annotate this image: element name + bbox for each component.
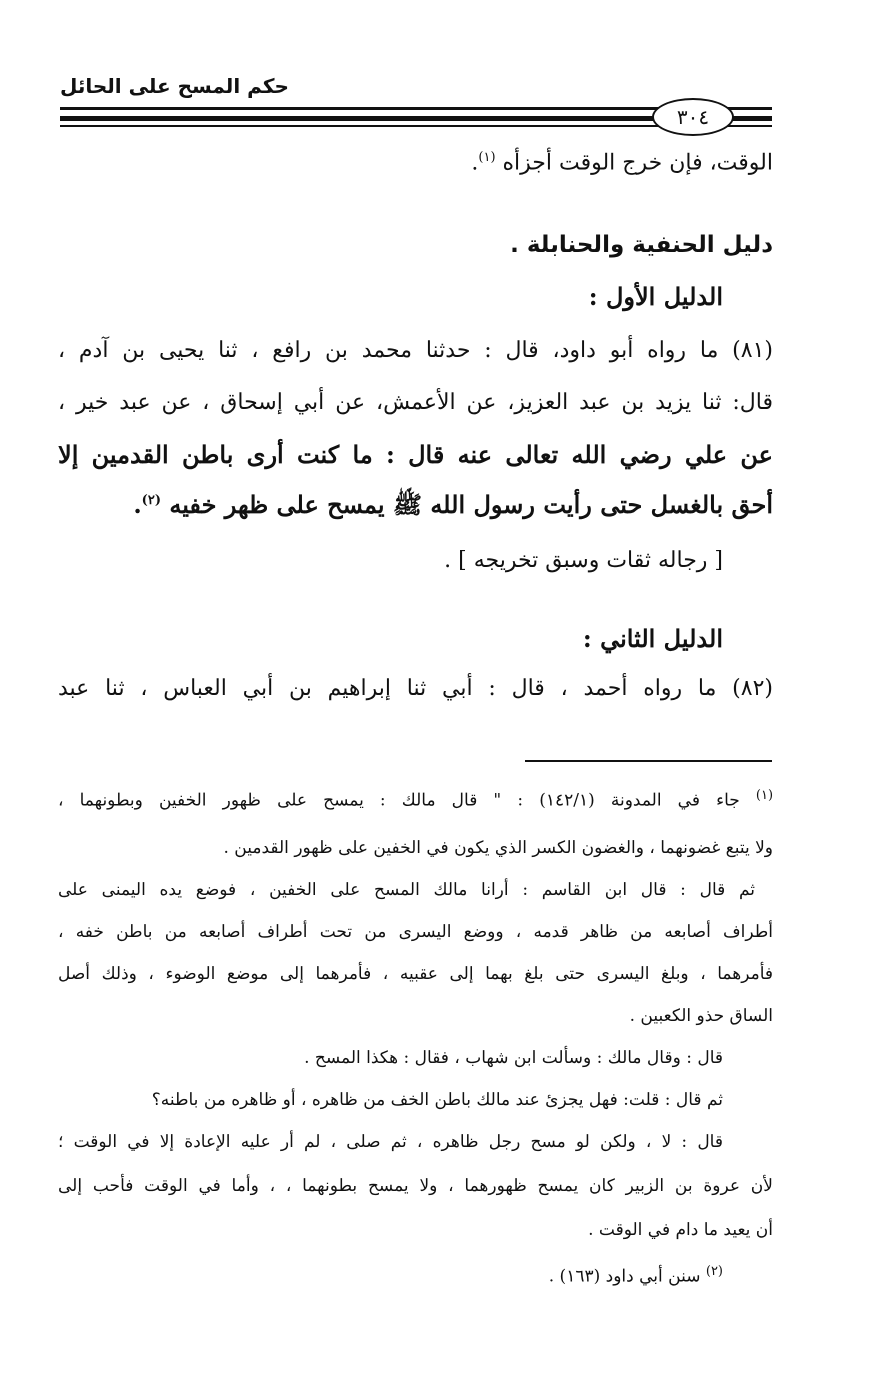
footnote-1-line-5: فأمرهما ، وبلغ اليسرى حتى بلغ بهما إلى عقبيه ، فأمرهما إلى موضع الوضوء ، وذلك أصل bbox=[58, 964, 773, 984]
hadith-81-line-2: قال: ثنا يزيد بن عبد العزيز، عن الأعمش، عن أبي إسحاق ، عن عبد خير ، bbox=[58, 390, 773, 415]
narrators-note: [ رجاله ثقات وسبق تخريجه ] . bbox=[444, 548, 723, 573]
running-title: حكم المسح على الحائل bbox=[60, 74, 289, 98]
footnote-ref-2: (٢) bbox=[141, 493, 161, 508]
footnote-1-line-11: أن يعيد ما دام في الوقت . bbox=[588, 1220, 773, 1240]
footnote-2-marker: (٢) bbox=[705, 1264, 723, 1279]
footnote-1-line-3: ثم قال : قال ابن القاسم : أرانا مالك المسح على الخفين ، فوضع يده اليمنى على bbox=[58, 880, 755, 900]
footnote-1-line-10: لأن عروة بن الزبير كان يمسح ظهورهما ، ولا يمسح بطونهما ، ، وأما في الوقت فأحب إلى bbox=[58, 1176, 773, 1196]
hadith-81-line-4: أحق بالغسل حتى رأيت رسول الله ﷺ يمسح على ظهر خفيه $^{(٢)}$. bbox=[133, 490, 773, 519]
footnote-1-line-1: $^{(١)}$ جاء في المدونة (١٤٢/١) : " قال مالك : يمسح على ظهور الخفين وبطونهما ، bbox=[58, 788, 774, 811]
footnote-1-marker: (١) bbox=[755, 788, 774, 803]
page-number-badge bbox=[652, 98, 734, 136]
footnote-1-line-4: أطراف أصابعه من ظاهر قدمه ، ووضع اليسرى من تحت أطراف أصابعه من باطن خفه ، bbox=[58, 922, 773, 942]
footnote-1-line-6: الساق حذو الكعبين . bbox=[629, 1006, 773, 1026]
footnote-1-line-2: ولا يتبع غضونهما ، والغضون الكسر الذي يكون في الخفين على ظهور القدمين . bbox=[223, 838, 773, 858]
footnote-ref-1: (١) bbox=[478, 150, 496, 165]
hadith-81-line-1: (٨١) ما رواه أبو داود، قال : حدثنا محمد بن رافع ، ثنا يحيى بن آدم ، bbox=[58, 338, 773, 363]
continuation-line: الوقت، فإن خرج الوقت أجزأه $^{(١)}$. bbox=[471, 150, 773, 176]
footnote-separator bbox=[525, 760, 772, 762]
hadith-82-line-1: (٨٢) ما رواه أحمد ، قال : أبي ثنا إبراهيم بن أبي العباس ، ثنا عبد bbox=[58, 676, 773, 701]
second-evidence-heading: الدليل الثاني : bbox=[582, 624, 723, 653]
footnote-1-line-9: قال : لا ، ولكن لو مسح رجل ظاهره ، ثم صلى ، لم أر عليه الإعادة إلا في الوقت ؛ bbox=[58, 1132, 723, 1152]
footnote-1-line-7: قال : وقال مالك : وسألت ابن شهاب ، فقال : هكذا المسح . bbox=[304, 1048, 723, 1068]
first-evidence-heading: الدليل الأول : bbox=[588, 282, 723, 311]
footnote-2: $^{(٢)}$ سنن أبي داود (١٦٣) . bbox=[548, 1264, 723, 1287]
footnote-1-line-8: ثم قال : قلت: فهل يجزئ عند مالك باطن الخف من ظاهره ، أو ظاهره من باطنه؟ bbox=[151, 1090, 723, 1110]
page-number: ٣٠٤ bbox=[676, 105, 710, 129]
hadith-81-line-3: عن علي رضي الله تعالى عنه قال : ما كنت أرى باطن القدمين إلا bbox=[58, 440, 773, 469]
section-heading: دليل الحنفية والحنابلة . bbox=[510, 232, 773, 258]
